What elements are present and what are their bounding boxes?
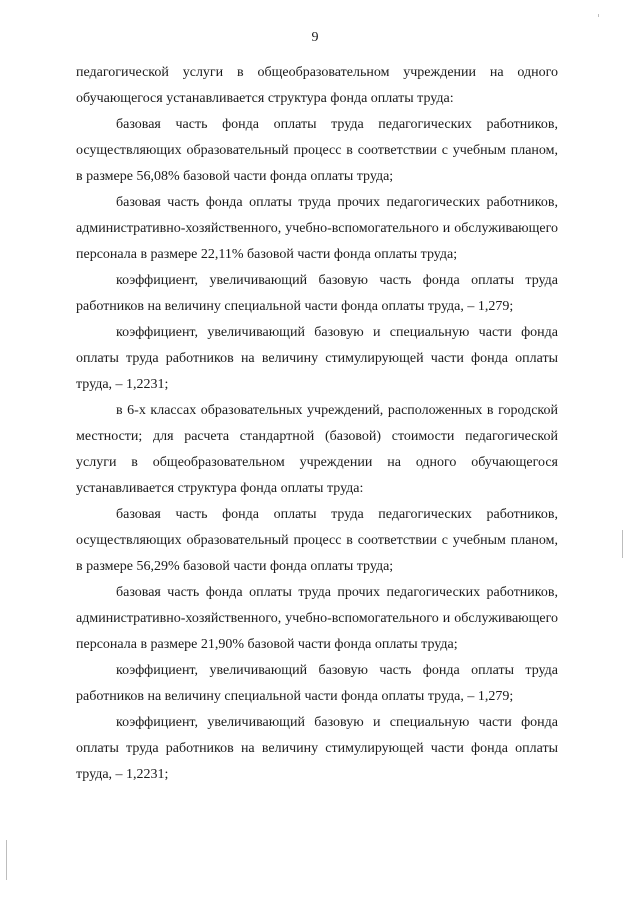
scan-artifact (6, 840, 7, 880)
paragraph: базовая часть фонда оплаты труда педагогических работников, осуществляющих образовательный процесс в соответствии с учебным планом, в размере 56,29% базовой части фонда оплаты труда; (76, 507, 558, 574)
scan-artifact (598, 14, 599, 17)
document-body (76, 60, 558, 788)
paragraph: в 6-х классах образовательных учреждений, расположенных в городской местности; для расчета стандартной (базовой) стоимости педагогической услуги в общеобразовательном учреждении на одного обучающегося устанавливается структура фонда оплаты труда: (76, 403, 558, 496)
paragraph: базовая часть фонда оплаты труда прочих педагогических работников, административно-хозяйственного, учебно-вспомогательного и обслуживающего персонала в размере 21,90% базовой части фонда оплаты труда; (76, 585, 558, 652)
paragraph: коэффициент, увеличивающий базовую и специальную части фонда оплаты труда работников на величину стимулирующей части фонда оплаты труда, – 1,2231; (76, 715, 558, 782)
paragraph: коэффициент, увеличивающий базовую часть фонда оплаты труда работников на величину специальной части фонда оплаты труда, – 1,279; (76, 273, 558, 314)
page-number: 9 (311, 30, 319, 45)
paragraph: базовая часть фонда оплаты труда педагогических работников, осуществляющих образовательный процесс в соответствии с учебным планом, в размере 56,08% базовой части фонда оплаты труда; (76, 117, 558, 184)
paragraph: базовая часть фонда оплаты труда прочих педагогических работников, административно-хозяйственного, учебно-вспомогательного и обслуживающего персонала в размере 22,11% базовой части фонда оплаты труда; (76, 195, 558, 262)
paragraph: коэффициент, увеличивающий базовую и специальную части фонда оплаты труда работников на величину стимулирующей части фонда оплаты труда, – 1,2231; (76, 325, 558, 392)
paragraph: коэффициент, увеличивающий базовую часть фонда оплаты труда работников на величину специальной части фонда оплаты труда, – 1,279; (76, 663, 558, 704)
paragraph: педагогической услуги в общеобразовательном учреждении на одного обучающегося устанавливается структура фонда оплаты труда: (76, 65, 558, 106)
scan-artifact (622, 530, 623, 558)
